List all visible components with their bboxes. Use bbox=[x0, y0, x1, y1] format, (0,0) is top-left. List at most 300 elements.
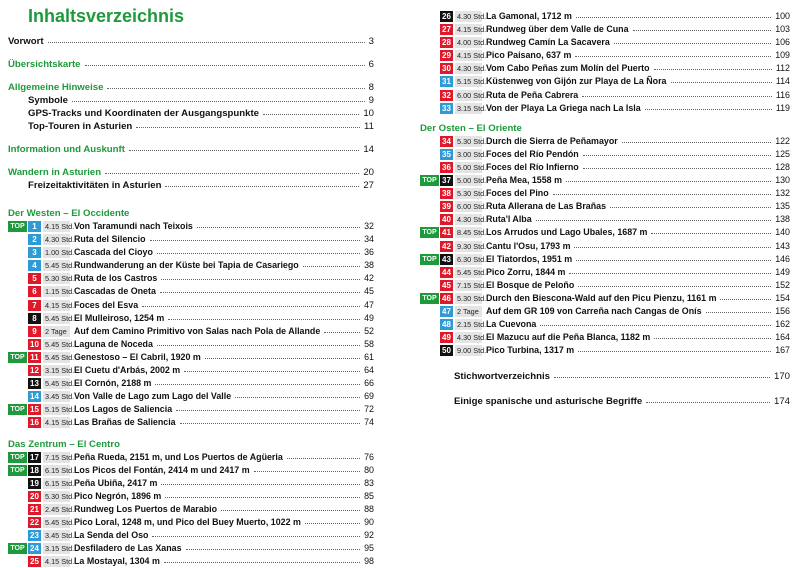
tour-duration: 5.30 Std. bbox=[457, 293, 487, 303]
tour-page: 138 bbox=[775, 214, 790, 225]
dot-leader bbox=[651, 233, 771, 234]
dot-leader bbox=[575, 56, 771, 57]
top-badge: TOP bbox=[8, 543, 27, 554]
tour-number-badge: 45 bbox=[440, 280, 453, 291]
dot-leader bbox=[578, 286, 771, 287]
tour-page: 143 bbox=[775, 240, 790, 251]
toc-entry-page: 14 bbox=[363, 144, 374, 155]
tour-row[interactable] bbox=[8, 299, 374, 312]
tour-name: Las Brañas de Saliencia bbox=[74, 417, 176, 428]
dot-leader bbox=[706, 312, 771, 313]
tour-duration: 5.45 Std. bbox=[45, 352, 75, 362]
tour-number-badge: 35 bbox=[440, 149, 453, 160]
tour-name: La Gamonal, 1712 m bbox=[486, 11, 572, 21]
tour-name: La Senda del Oso bbox=[74, 530, 149, 541]
dot-leader bbox=[646, 402, 770, 403]
toc-entry-page: 27 bbox=[363, 180, 374, 191]
tour-row[interactable] bbox=[420, 187, 790, 200]
tour-page: 106 bbox=[775, 37, 790, 48]
tour-name: El Mazucu auf die Peña Blanca, 1182 m bbox=[486, 332, 651, 343]
tour-row[interactable] bbox=[8, 246, 374, 259]
tour-number-badge: 21 bbox=[28, 504, 41, 515]
tour-name: Peña Ubiña, 2417 m bbox=[74, 477, 158, 488]
tour-number-badge: 1 bbox=[28, 221, 41, 232]
tour-row[interactable] bbox=[8, 351, 374, 364]
dot-leader bbox=[303, 266, 360, 267]
top-badge: TOP bbox=[420, 227, 439, 238]
tour-number-badge: 34 bbox=[440, 136, 453, 147]
dot-leader bbox=[235, 397, 360, 398]
tour-row[interactable] bbox=[8, 285, 374, 298]
tour-name: Pico Paisano, 637 m bbox=[486, 50, 572, 61]
dot-leader bbox=[610, 207, 771, 208]
tour-row[interactable] bbox=[420, 135, 790, 148]
tour-number-badge: 38 bbox=[440, 188, 453, 199]
tour-duration: 6.15 Std. bbox=[45, 465, 75, 475]
tour-row[interactable] bbox=[420, 102, 790, 115]
toc-entry-page: 6 bbox=[368, 59, 374, 70]
tour-number-badge: 5 bbox=[28, 273, 41, 284]
tour-name: Von der Playa La Griega nach La Isla bbox=[486, 102, 641, 113]
tour-page: 76 bbox=[364, 451, 374, 462]
top-badge: TOP bbox=[420, 254, 439, 265]
tour-page: 162 bbox=[775, 319, 790, 330]
tour-name: Rundwanderung an der Küste bei Tapia de Casariego bbox=[74, 260, 299, 271]
tour-page: 49 bbox=[364, 312, 374, 323]
tour-page: 34 bbox=[364, 234, 374, 245]
dot-leader bbox=[168, 319, 360, 320]
tour-row[interactable] bbox=[8, 555, 374, 568]
dot-leader bbox=[164, 562, 360, 563]
top-badge: TOP bbox=[8, 221, 27, 232]
tour-row[interactable] bbox=[8, 390, 374, 403]
toc-entry[interactable] bbox=[8, 120, 374, 133]
tour-page: 90 bbox=[364, 516, 374, 527]
tour-row[interactable] bbox=[420, 75, 790, 88]
tour-number-badge: 46 bbox=[440, 293, 453, 304]
tour-page: 66 bbox=[364, 378, 374, 389]
tour-name: El Bosque de Peloño bbox=[486, 279, 575, 290]
tour-number-badge: 36 bbox=[440, 162, 453, 173]
tour-name: Cantu l'Osu, 1793 m bbox=[486, 240, 571, 251]
tour-duration: 5.00 Std. bbox=[457, 176, 487, 186]
tour-name: Foces del Río Pendón bbox=[486, 148, 579, 159]
tour-row[interactable] bbox=[8, 220, 374, 233]
dot-leader bbox=[553, 194, 771, 195]
tour-row[interactable] bbox=[420, 148, 790, 161]
tour-row[interactable] bbox=[420, 240, 790, 253]
tour-name: La Cuevona bbox=[486, 319, 537, 330]
tour-name: Küstenweg von Gijón zur Playa de La Ñora bbox=[486, 76, 667, 87]
tour-duration: 3.15 Std. bbox=[457, 103, 487, 113]
tour-duration: 9.00 Std. bbox=[457, 346, 487, 356]
tour-number-badge: 4 bbox=[28, 260, 41, 271]
tour-row[interactable] bbox=[420, 344, 790, 357]
dot-leader bbox=[578, 351, 771, 352]
tour-number-badge: 32 bbox=[440, 90, 453, 101]
toc-entry-page: 174 bbox=[773, 396, 790, 408]
tour-page: 72 bbox=[364, 404, 374, 415]
tour-page: 38 bbox=[364, 260, 374, 271]
tour-number-badge: 23 bbox=[28, 530, 41, 541]
toc-entry-label: Freizeitaktivitäten in Asturien bbox=[28, 180, 162, 191]
tour-number-badge: 11 bbox=[28, 352, 41, 363]
tour-duration: 5.30 Std. bbox=[45, 274, 75, 284]
tour-row[interactable] bbox=[8, 542, 374, 555]
dot-leader bbox=[305, 523, 360, 524]
tour-page: 83 bbox=[364, 477, 374, 488]
toc-entry[interactable] bbox=[420, 370, 790, 383]
tour-number-badge: 18 bbox=[28, 465, 41, 476]
tour-page: 109 bbox=[775, 50, 790, 61]
tour-page: 119 bbox=[775, 102, 790, 113]
tour-duration: 4.30 Std. bbox=[457, 215, 487, 225]
dot-leader bbox=[569, 273, 771, 274]
dot-leader bbox=[85, 65, 365, 66]
tour-name: Pico Negrón, 1896 m bbox=[74, 490, 162, 501]
tour-duration: 5.45 Std. bbox=[45, 261, 75, 271]
top-badge: TOP bbox=[8, 452, 27, 463]
tour-number-badge: 8 bbox=[28, 313, 41, 324]
dot-leader bbox=[633, 30, 771, 31]
tour-name: Peña Rueda, 2151 m, und Los Puertos de Agüeria bbox=[74, 451, 283, 462]
tour-row[interactable] bbox=[8, 451, 374, 464]
dot-leader bbox=[582, 96, 772, 97]
tour-page: 167 bbox=[775, 345, 790, 356]
tour-number-badge: 31 bbox=[440, 76, 453, 87]
tour-page: 61 bbox=[364, 351, 374, 362]
tour-name: El Tiatordos, 1951 m bbox=[486, 253, 573, 264]
dot-leader bbox=[161, 484, 360, 485]
tour-number-badge: 6 bbox=[28, 286, 41, 297]
tour-duration: 6.00 Std. bbox=[457, 202, 487, 212]
tour-name: Laguna de Noceda bbox=[74, 338, 153, 349]
tour-page: 42 bbox=[364, 273, 374, 284]
toc-entry[interactable] bbox=[8, 107, 374, 120]
tour-number-badge: 49 bbox=[440, 332, 453, 343]
tour-row[interactable] bbox=[8, 403, 374, 416]
dot-leader bbox=[150, 240, 360, 241]
tour-name: Ruta del Silencio bbox=[74, 234, 146, 245]
toc-entry-page: 9 bbox=[368, 95, 374, 106]
dot-leader bbox=[583, 155, 771, 156]
tour-page: 132 bbox=[775, 188, 790, 199]
tour-row[interactable] bbox=[8, 416, 374, 429]
tour-duration: 4.30 Std. bbox=[45, 235, 75, 245]
top-badge: TOP bbox=[8, 465, 27, 476]
tour-number-badge: 29 bbox=[440, 50, 453, 61]
dot-leader bbox=[107, 88, 365, 89]
tour-number-badge: 9 bbox=[28, 326, 41, 337]
tour-page: 164 bbox=[775, 332, 790, 343]
toc-entry[interactable] bbox=[8, 58, 374, 71]
tour-duration: 5.45 Std. bbox=[457, 267, 487, 277]
tour-number-badge: 40 bbox=[440, 214, 453, 225]
dot-leader bbox=[614, 43, 771, 44]
dot-leader bbox=[155, 384, 360, 385]
section-heading: Der Westen – El Occidente bbox=[8, 208, 130, 219]
tour-duration: 3.15 Std. bbox=[45, 366, 75, 376]
tour-page: 135 bbox=[775, 201, 790, 212]
tour-duration: 3.45 Std. bbox=[45, 392, 75, 402]
tour-page: 146 bbox=[775, 253, 790, 264]
tour-duration: 2.45 Std. bbox=[45, 504, 75, 514]
tour-number-badge: 14 bbox=[28, 391, 41, 402]
tour-number-badge: 26 bbox=[440, 11, 453, 22]
tour-name: El Cuetu d'Arbás, 2002 m bbox=[74, 365, 181, 376]
tour-page: 32 bbox=[364, 221, 374, 231]
tour-page: 52 bbox=[364, 325, 374, 336]
toc-entry[interactable] bbox=[8, 143, 374, 156]
tour-row[interactable] bbox=[420, 200, 790, 213]
tour-number-badge: 10 bbox=[28, 339, 41, 350]
tour-row[interactable] bbox=[8, 338, 374, 351]
tour-number-badge: 39 bbox=[440, 201, 453, 212]
tour-number-badge: 15 bbox=[28, 404, 41, 415]
tour-number-badge: 43 bbox=[440, 254, 453, 265]
tour-row[interactable] bbox=[420, 253, 790, 266]
dot-leader bbox=[645, 109, 772, 110]
tour-number-badge: 37 bbox=[440, 175, 453, 186]
tour-number-badge: 20 bbox=[28, 491, 41, 502]
tour-name: Rundweg Los Puertos de Marabio bbox=[74, 503, 218, 514]
tour-row[interactable] bbox=[420, 10, 790, 23]
tour-row[interactable] bbox=[8, 233, 374, 246]
tour-page: 103 bbox=[775, 24, 790, 35]
tour-name: Los Picos del Fontán, 2414 m und 2417 m bbox=[74, 464, 250, 475]
tour-page: 69 bbox=[364, 391, 374, 402]
tour-row[interactable] bbox=[420, 49, 790, 62]
dot-leader bbox=[566, 181, 771, 182]
tour-duration: 5.45 Std. bbox=[45, 517, 75, 527]
tour-number-badge: 12 bbox=[28, 365, 41, 376]
toc-entry-label: Top-Touren in Asturien bbox=[28, 121, 133, 132]
tour-row[interactable] bbox=[420, 89, 790, 102]
tour-duration: 4.15 Std. bbox=[45, 222, 75, 231]
tour-name: Vom Cabo Peñas zum Molín del Puerto bbox=[486, 63, 650, 74]
toc-entry-page: 11 bbox=[364, 121, 374, 132]
tour-duration: 4.15 Std. bbox=[45, 557, 75, 567]
tour-row[interactable] bbox=[420, 331, 790, 344]
tour-row[interactable] bbox=[8, 503, 374, 516]
tour-duration: 1.15 Std. bbox=[45, 287, 75, 297]
tour-page: 80 bbox=[364, 464, 374, 475]
toc-entry[interactable] bbox=[8, 166, 374, 179]
tour-duration: 6.15 Std. bbox=[45, 478, 75, 488]
tour-page: 140 bbox=[775, 227, 790, 238]
tour-number-badge: 25 bbox=[28, 556, 41, 567]
tour-duration: 5.30 Std. bbox=[45, 491, 75, 501]
dot-leader bbox=[152, 536, 360, 537]
tour-duration: 5.45 Std. bbox=[45, 339, 75, 349]
toc-entry[interactable] bbox=[8, 94, 374, 107]
tour-row[interactable] bbox=[8, 529, 374, 542]
tour-page: 116 bbox=[775, 89, 790, 100]
page-title: Inhaltsverzeichnis bbox=[28, 6, 185, 26]
tour-row[interactable] bbox=[420, 36, 790, 49]
tour-page: 47 bbox=[364, 299, 374, 310]
top-badge: TOP bbox=[420, 175, 439, 186]
tour-name: Los Arrudos und Lago Ubales, 1687 m bbox=[486, 227, 648, 238]
tour-name: Foces del Río Infierno bbox=[486, 161, 579, 172]
tour-row[interactable] bbox=[8, 377, 374, 390]
tour-page: 98 bbox=[364, 556, 374, 567]
tour-name: El Cornón, 2188 m bbox=[74, 378, 152, 389]
tour-duration: 2 Tage bbox=[43, 326, 70, 337]
toc-entry[interactable] bbox=[8, 35, 374, 48]
tour-page: 74 bbox=[364, 417, 374, 428]
tour-number-badge: 47 bbox=[440, 306, 453, 317]
dot-leader bbox=[654, 338, 771, 339]
tour-duration: 4.15 Std. bbox=[45, 418, 75, 428]
tour-duration: 5.30 Std. bbox=[457, 189, 487, 199]
tour-row[interactable] bbox=[8, 272, 374, 285]
tour-row[interactable] bbox=[8, 477, 374, 490]
tour-duration: 5.30 Std. bbox=[457, 136, 487, 146]
tour-page: 88 bbox=[364, 503, 374, 514]
tour-row[interactable] bbox=[420, 23, 790, 36]
toc-entry-label: Information und Auskunft bbox=[8, 144, 125, 155]
dot-leader bbox=[574, 247, 771, 248]
dot-leader bbox=[165, 186, 359, 187]
dot-leader bbox=[186, 549, 360, 550]
tour-page: 152 bbox=[775, 279, 790, 290]
tour-duration: 2 Tage bbox=[455, 306, 482, 317]
dot-leader bbox=[72, 101, 365, 102]
tour-page: 130 bbox=[775, 175, 790, 186]
dot-leader bbox=[576, 17, 771, 18]
tour-number-badge: 33 bbox=[440, 103, 453, 114]
tour-row[interactable] bbox=[8, 312, 374, 325]
toc-entry-label: Einige spanische und asturische Begriffe bbox=[454, 396, 643, 408]
tour-name: Rundweg Camín La Sacavera bbox=[486, 37, 610, 48]
tour-duration: 5.15 Std. bbox=[457, 77, 487, 87]
tour-page: 154 bbox=[775, 292, 790, 303]
tour-page: 36 bbox=[364, 247, 374, 258]
tour-number-badge: 22 bbox=[28, 517, 41, 528]
tour-duration: 6.30 Std. bbox=[457, 254, 487, 264]
dot-leader bbox=[720, 299, 771, 300]
dot-leader bbox=[184, 371, 360, 372]
tour-number-badge: 3 bbox=[28, 247, 41, 258]
tour-duration: 5.00 Std. bbox=[457, 162, 487, 172]
dot-leader bbox=[48, 42, 365, 43]
toc-entry-page: 8 bbox=[368, 82, 374, 93]
tour-row[interactable] bbox=[420, 279, 790, 292]
tour-name: Los Lagos de Saliencia bbox=[74, 404, 173, 415]
dot-leader bbox=[197, 227, 360, 228]
tour-name: Desfiladero de Las Xanas bbox=[74, 543, 182, 554]
tour-row[interactable] bbox=[8, 490, 374, 503]
tour-row[interactable] bbox=[8, 259, 374, 272]
tour-name: Genestoso – El Cabril, 1920 m bbox=[74, 351, 201, 362]
tour-row[interactable] bbox=[420, 266, 790, 279]
tour-page: 122 bbox=[775, 135, 790, 146]
tour-row[interactable] bbox=[420, 305, 790, 318]
tour-name: La Mostayal, 1304 m bbox=[74, 556, 160, 567]
dot-leader bbox=[554, 377, 770, 378]
tour-page: 92 bbox=[364, 530, 374, 541]
tour-row[interactable] bbox=[420, 292, 790, 305]
tour-page: 156 bbox=[775, 305, 790, 316]
dot-leader bbox=[165, 497, 360, 498]
toc-right-column bbox=[420, 10, 790, 408]
tour-number-badge: 42 bbox=[440, 241, 453, 252]
tour-page: 58 bbox=[364, 338, 374, 349]
tour-number-badge: 27 bbox=[440, 24, 453, 35]
tour-page: 149 bbox=[775, 266, 790, 277]
section-heading: Das Zentrum – El Centro bbox=[8, 438, 120, 450]
tour-duration: 9.30 Std. bbox=[457, 241, 487, 251]
tour-row[interactable] bbox=[8, 325, 374, 338]
tour-page: 125 bbox=[775, 148, 790, 159]
tour-name: Peña Mea, 1558 m bbox=[486, 175, 562, 186]
dot-leader bbox=[324, 332, 360, 333]
dot-leader bbox=[671, 82, 772, 83]
dot-leader bbox=[160, 292, 360, 293]
tour-name: Rundweg über dem Valle de Cuna bbox=[486, 24, 629, 35]
tour-row[interactable] bbox=[420, 62, 790, 75]
tour-number-badge: 13 bbox=[28, 378, 41, 389]
tour-page: 100 bbox=[775, 11, 790, 21]
tour-page: 95 bbox=[364, 543, 374, 554]
dot-leader bbox=[176, 410, 360, 411]
tour-duration: 4.00 Std. bbox=[457, 38, 487, 48]
dot-leader bbox=[205, 358, 360, 359]
tour-name: Auf dem Camino Primitivo von Salas nach Pola de Allande bbox=[74, 325, 321, 336]
tour-duration: 3.45 Std. bbox=[45, 531, 75, 541]
tour-name: Ruta'l Alba bbox=[486, 214, 532, 225]
tour-name: Cascada del Cioyo bbox=[74, 247, 153, 258]
tour-number-badge: 7 bbox=[28, 300, 41, 311]
tour-name: Auf dem GR 109 von Carreña nach Cangas de Onís bbox=[486, 305, 702, 316]
tour-number-badge: 17 bbox=[28, 452, 41, 463]
tour-row[interactable] bbox=[420, 174, 790, 187]
tour-row[interactable] bbox=[8, 516, 374, 529]
tour-number-badge: 28 bbox=[440, 37, 453, 48]
dot-leader bbox=[583, 168, 771, 169]
tour-row[interactable] bbox=[420, 213, 790, 226]
tour-duration: 4.30 Std. bbox=[457, 333, 487, 343]
tour-number-badge: 50 bbox=[440, 345, 453, 356]
tour-duration: 1.00 Std. bbox=[45, 248, 75, 258]
tour-row[interactable] bbox=[8, 364, 374, 377]
toc-entry[interactable] bbox=[8, 81, 374, 94]
toc-entry[interactable] bbox=[8, 179, 374, 192]
toc-entry-page: 3 bbox=[368, 36, 374, 47]
tour-row[interactable] bbox=[420, 226, 790, 239]
dot-leader bbox=[287, 458, 360, 459]
tour-duration: 8.45 Std. bbox=[457, 228, 487, 238]
tour-duration: 6.00 Std. bbox=[457, 90, 487, 100]
tour-duration: 5.45 Std. bbox=[45, 313, 75, 323]
tour-duration: 2.15 Std. bbox=[457, 320, 487, 330]
tour-row[interactable] bbox=[420, 318, 790, 331]
tour-name: Cascadas de Oneta bbox=[74, 286, 156, 297]
tour-row[interactable] bbox=[8, 464, 374, 477]
dot-leader bbox=[136, 127, 360, 128]
dot-leader bbox=[654, 69, 772, 70]
toc-entry-label: Stichwortverzeichnis bbox=[454, 371, 550, 383]
dot-leader bbox=[221, 510, 360, 511]
tour-row[interactable] bbox=[420, 161, 790, 174]
tour-duration: 5.45 Std. bbox=[45, 379, 75, 389]
toc-entry[interactable] bbox=[420, 395, 790, 408]
tour-duration: 3.00 Std. bbox=[457, 149, 487, 159]
dot-leader bbox=[142, 306, 360, 307]
tour-name: Ruta Allerana de Las Brañas bbox=[486, 201, 607, 212]
dot-leader bbox=[254, 471, 360, 472]
